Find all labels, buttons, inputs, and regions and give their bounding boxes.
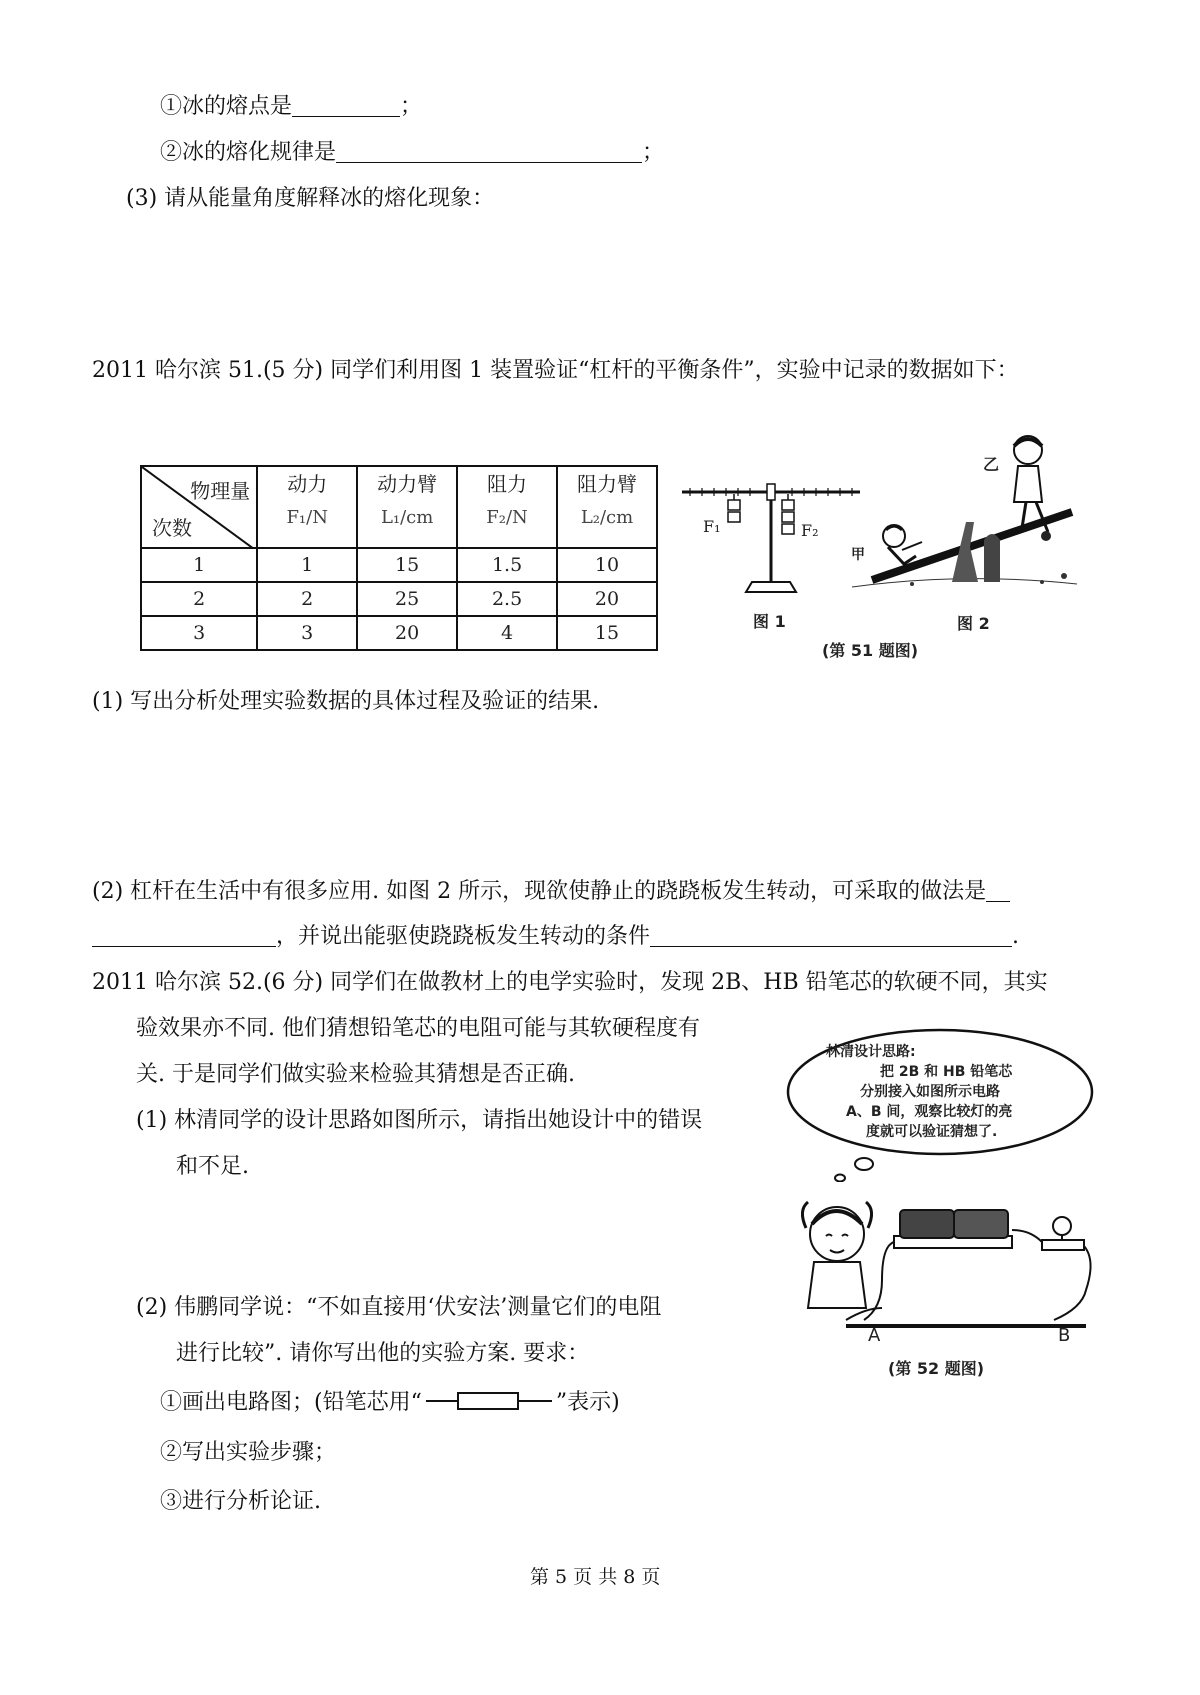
- table-header-cell: [557, 466, 657, 548]
- q50-part3: (3) 请从能量角度解释冰的熔化现象：: [126, 186, 495, 211]
- q50-line-melting-rule: [160, 138, 664, 168]
- q51-part2-text: (2) 杠杆在生活中有很多应用. 如图 2 所示，现欲使静止的跷跷板发生转动，可采取的做法是: [92, 879, 987, 904]
- header-name: 动力臂: [377, 472, 438, 496]
- header-name: 阻力臂: [577, 472, 637, 496]
- table-cell: 2: [257, 582, 357, 616]
- header-symbol: F₂/N: [486, 507, 528, 528]
- lever-apparatus-figure: [676, 470, 866, 605]
- q52-part1-line1: (1) 林清同学的设计思路如图所示，请指出她设计中的错误: [136, 1108, 703, 1133]
- q52-figure-caption: (第 52 题图): [888, 1359, 985, 1378]
- answer-blank[interactable]: [336, 140, 642, 163]
- table-row: [141, 616, 657, 650]
- q51-part2-end: .: [1012, 924, 1020, 949]
- q52-req1: [160, 1388, 620, 1418]
- table-header-cell: [357, 466, 457, 548]
- q52-line3: 关. 于是同学们做实验来检验其猜想是否正确.: [136, 1062, 575, 1087]
- q52-part1-line2: 和不足.: [176, 1154, 249, 1179]
- table-row: [141, 548, 657, 582]
- table-row: [141, 582, 657, 616]
- table-cell: 2.5: [457, 582, 557, 616]
- table-cell: 4: [457, 616, 557, 650]
- header-name: 动力: [287, 472, 328, 496]
- q51-part2-condition-text: ，并说出能驱使跷跷板发生转动的条件: [276, 924, 651, 949]
- answer-blank[interactable]: [986, 879, 1010, 902]
- seesaw-figure: [842, 432, 1082, 607]
- girl-circuit-figure: [786, 1190, 1096, 1340]
- header-symbol: F₁/N: [286, 507, 328, 528]
- bubble-line: 度就可以验证猜想了.: [866, 1124, 998, 1140]
- q50-line1-end: ；: [400, 94, 423, 119]
- header-symbol: L₁/cm: [380, 507, 434, 528]
- page-footer: 第 5 页 共 8 页: [530, 1566, 661, 1588]
- q50-line-melting-point: [160, 92, 422, 122]
- table-cell: 3: [257, 616, 357, 650]
- q52-part2-line2: 进行比较”. 请你写出他的实验方案. 要求：: [176, 1341, 590, 1366]
- resistor-symbol: [422, 1389, 556, 1413]
- q50-line2-text: ②冰的熔化规律是: [160, 140, 337, 165]
- table-cell: 20: [557, 582, 657, 616]
- table-cell: 2: [141, 582, 257, 616]
- q51-header: 2011 哈尔滨 51.(5 分) 同学们利用图 1 装置验证“杠杆的平衡条件”，实验中记录的数据如下：: [92, 358, 1019, 383]
- q52-part2-line1: (2) 伟鹏同学说：“不如直接用‘伏安法’测量它们的电阻: [136, 1295, 662, 1320]
- table-cell: 25: [357, 582, 457, 616]
- corner-bottom-label: 次数: [152, 516, 192, 540]
- corner-top-label: 物理量: [190, 479, 251, 503]
- req1-end: ”表示): [555, 1390, 620, 1415]
- q51-part2-line2: [92, 922, 1019, 952]
- answer-blank[interactable]: [92, 924, 276, 947]
- bubble-line: 把 2B 和 HB 铅笔芯: [880, 1064, 1013, 1080]
- figure2-label: 图 2: [957, 614, 990, 633]
- q52-header: 2011 哈尔滨 52.(6 分) 同学们在做教材上的电学实验时，发现 2B、HB 铅笔芯的软硬不同，其实: [92, 970, 1048, 995]
- table-cell: 15: [357, 548, 457, 582]
- q51-part1: (1) 写出分析处理实验数据的具体过程及验证的结果.: [92, 689, 600, 714]
- q50-line2-end: ；: [642, 140, 665, 165]
- table-cell: 10: [557, 548, 657, 582]
- f2-label: F₂: [801, 521, 819, 540]
- table-corner-cell: [141, 466, 257, 548]
- q52-req2: ②写出实验步骤；: [160, 1440, 337, 1465]
- figure1-label: 图 1: [753, 612, 786, 631]
- bubble-line: A、B 间，观察比较灯的亮: [846, 1104, 1013, 1120]
- bubble-line: 分别接入如图所示电路: [860, 1084, 1000, 1100]
- q51-figure-caption: (第 51 题图): [822, 641, 919, 660]
- bubble-line: 林清设计思路:: [826, 1044, 916, 1060]
- yi-label: 乙: [983, 455, 1000, 474]
- label-b: B: [1058, 1325, 1071, 1346]
- req1-text: ①画出电路图；(铅笔芯用“: [160, 1390, 422, 1415]
- table-header-cell: [257, 466, 357, 548]
- f1-label: F₁: [703, 517, 721, 536]
- answer-blank[interactable]: [292, 94, 400, 117]
- q50-line1-text: ①冰的熔点是: [160, 94, 293, 119]
- q52-line2: 验效果亦不同. 他们猜想铅笔芯的电阻可能与其软硬程度有: [136, 1016, 700, 1041]
- label-a: A: [868, 1325, 881, 1346]
- answer-blank[interactable]: [650, 924, 1012, 947]
- table-cell: 1.5: [457, 548, 557, 582]
- table-cell: 20: [357, 616, 457, 650]
- table-header-cell: [457, 466, 557, 548]
- table-cell: 1: [257, 548, 357, 582]
- header-name: 阻力: [487, 472, 528, 496]
- q52-req3: ③进行分析论证.: [160, 1489, 321, 1514]
- table-cell: 3: [141, 616, 257, 650]
- table-cell: 1: [141, 548, 257, 582]
- lever-data-table: [140, 465, 658, 651]
- table-cell: 15: [557, 616, 657, 650]
- q51-part2-line1: [92, 877, 1010, 907]
- jia-label: 甲: [851, 547, 865, 563]
- header-symbol: L₂/cm: [580, 507, 634, 528]
